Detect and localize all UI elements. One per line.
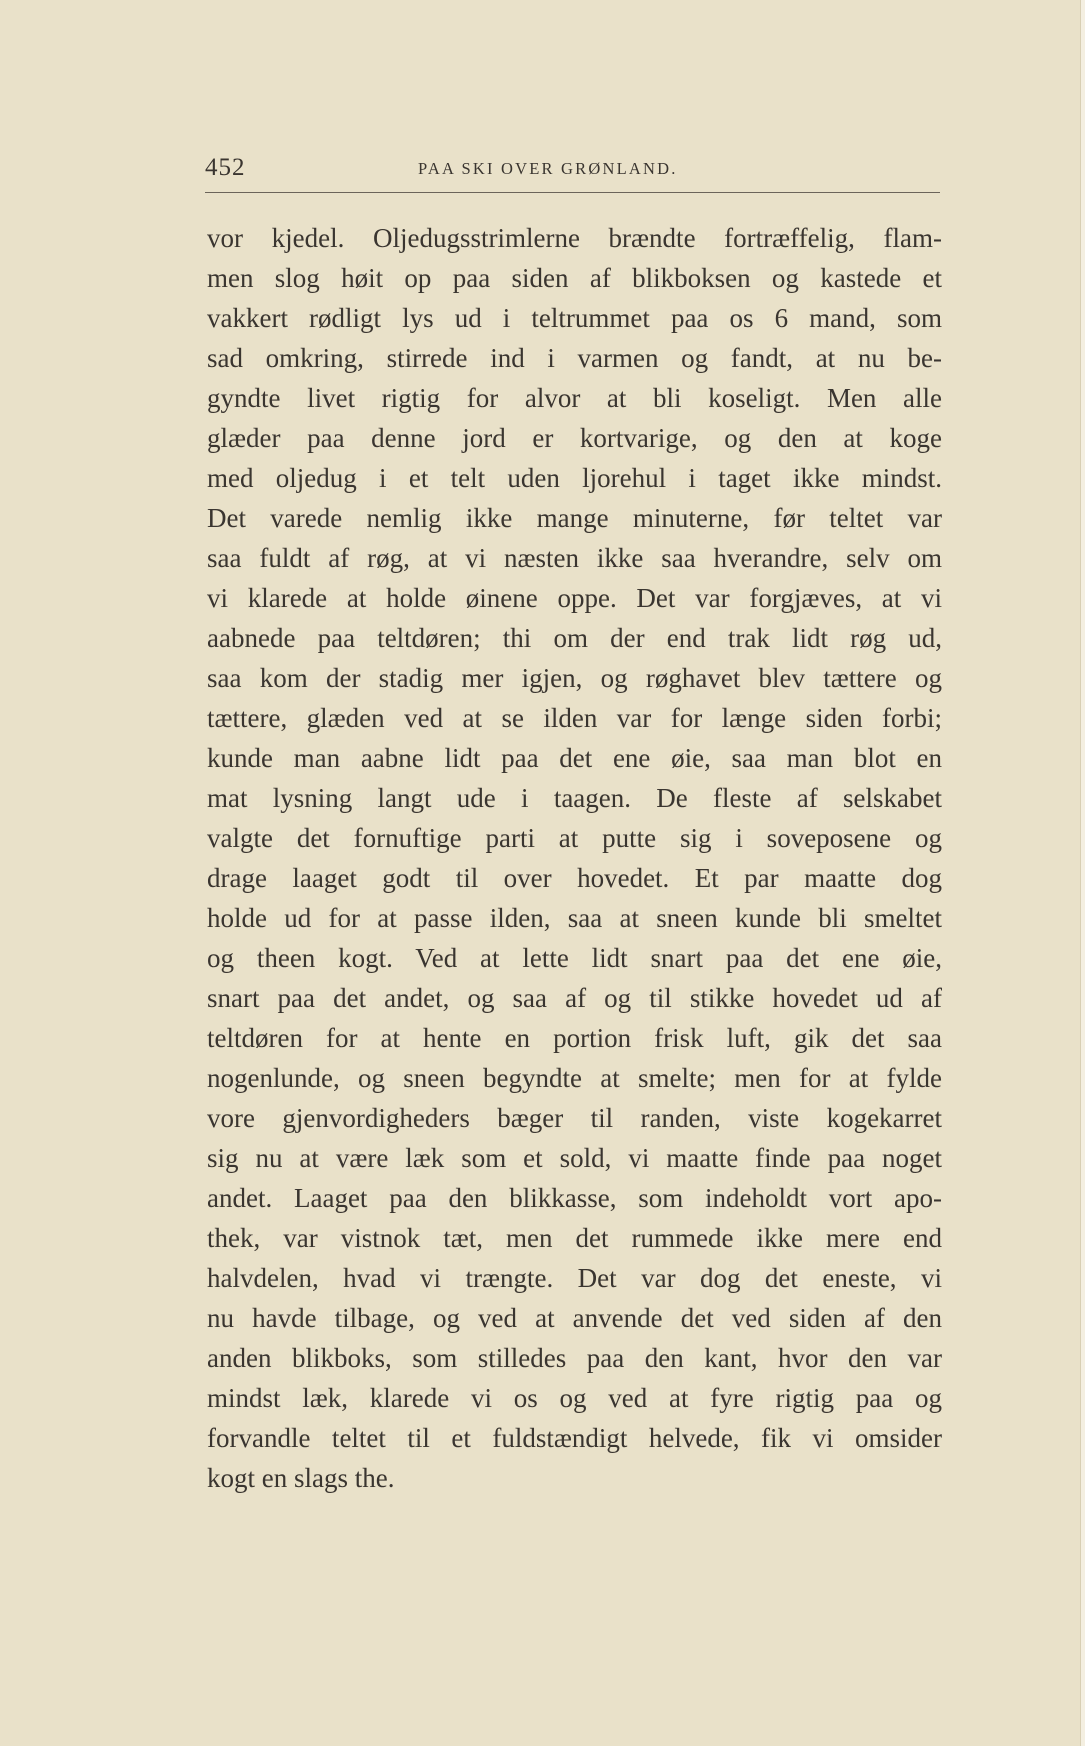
text-line: tættere, glæden ved at se ilden var for længe siden forbi; bbox=[207, 703, 942, 733]
text-line: gyndte livet rigtig for alvor at bli koseligt. Men alle bbox=[207, 383, 942, 413]
text-line: glæder paa denne jord er kortvarige, og den at koge bbox=[207, 423, 942, 453]
text-line: med oljedug i et telt uden ljorehul i taget ikke mindst. bbox=[207, 463, 942, 493]
text-line: og theen kogt. Ved at lette lidt snart paa det ene øie, bbox=[207, 943, 942, 973]
text-line: thek, var vistnok tæt, men det rummede ikke mere end bbox=[207, 1223, 942, 1253]
running-head bbox=[205, 152, 940, 193]
text-line: anden blikboks, som stilledes paa den kant, hvor den var bbox=[207, 1343, 942, 1373]
text-line: nu havde tilbage, og ved at anvende det ved siden af den bbox=[207, 1303, 942, 1333]
page-number: 452 bbox=[205, 154, 246, 181]
text-line: andet. Laaget paa den blikkasse, som indeholdt vort apo- bbox=[207, 1183, 942, 1213]
text-line: vi klarede at holde øinene oppe. Det var forgjæves, at vi bbox=[207, 583, 942, 613]
text-line: saa fuldt af røg, at vi næsten ikke saa hverandre, selv om bbox=[207, 543, 942, 573]
text-line: saa kom der stadig mer igjen, og røghavet blev tættere og bbox=[207, 663, 942, 693]
text-line: aabnede paa teltdøren; thi om der end trak lidt røg ud, bbox=[207, 623, 942, 653]
text-line: holde ud for at passe ilden, saa at sneen kunde bli smeltet bbox=[207, 903, 942, 933]
text-line: teltdøren for at hente en portion frisk luft, gik det saa bbox=[207, 1023, 942, 1053]
text-line: kunde man aabne lidt paa det ene øie, saa man blot en bbox=[207, 743, 942, 773]
text-line: vor kjedel. Oljedugsstrimlerne brændte fortræffelig, flam- bbox=[207, 223, 942, 253]
text-line: mindst læk, klarede vi os og ved at fyre rigtig paa og bbox=[207, 1383, 942, 1413]
text-line: kogt en slags the. bbox=[207, 1463, 395, 1493]
text-line: vore gjenvordigheders bæger til randen, viste kogekarret bbox=[207, 1103, 942, 1133]
text-line: forvandle teltet til et fuldstændigt helvede, fik vi omsider bbox=[207, 1423, 942, 1453]
text-line: sad omkring, stirrede ind i varmen og fandt, at nu be- bbox=[207, 343, 942, 373]
text-line: vakkert rødligt lys ud i teltrummet paa os 6 mand, som bbox=[207, 303, 942, 333]
body-text bbox=[207, 218, 942, 1498]
text-line: valgte det fornuftige parti at putte sig i soveposene og bbox=[207, 823, 942, 853]
text-line: Det varede nemlig ikke mange minuterne, før teltet var bbox=[207, 503, 942, 533]
text-line: mat lysning langt ude i taagen. De fleste af selskabet bbox=[207, 783, 942, 813]
running-title: PAA SKI OVER GRØNLAND. bbox=[418, 159, 678, 178]
page-edge bbox=[1080, 0, 1085, 1746]
text-line: nogenlunde, og sneen begyndte at smelte; men for at fylde bbox=[207, 1063, 942, 1093]
text-line: sig nu at være læk som et sold, vi maatte finde paa noget bbox=[207, 1143, 942, 1173]
text-line: men slog høit op paa siden af blikboksen og kastede et bbox=[207, 263, 942, 293]
text-line: halvdelen, hvad vi trængte. Det var dog det eneste, vi bbox=[207, 1263, 942, 1293]
text-line: drage laaget godt til over hovedet. Et par maatte dog bbox=[207, 863, 942, 893]
text-line: snart paa det andet, og saa af og til stikke hovedet ud af bbox=[207, 983, 942, 1013]
